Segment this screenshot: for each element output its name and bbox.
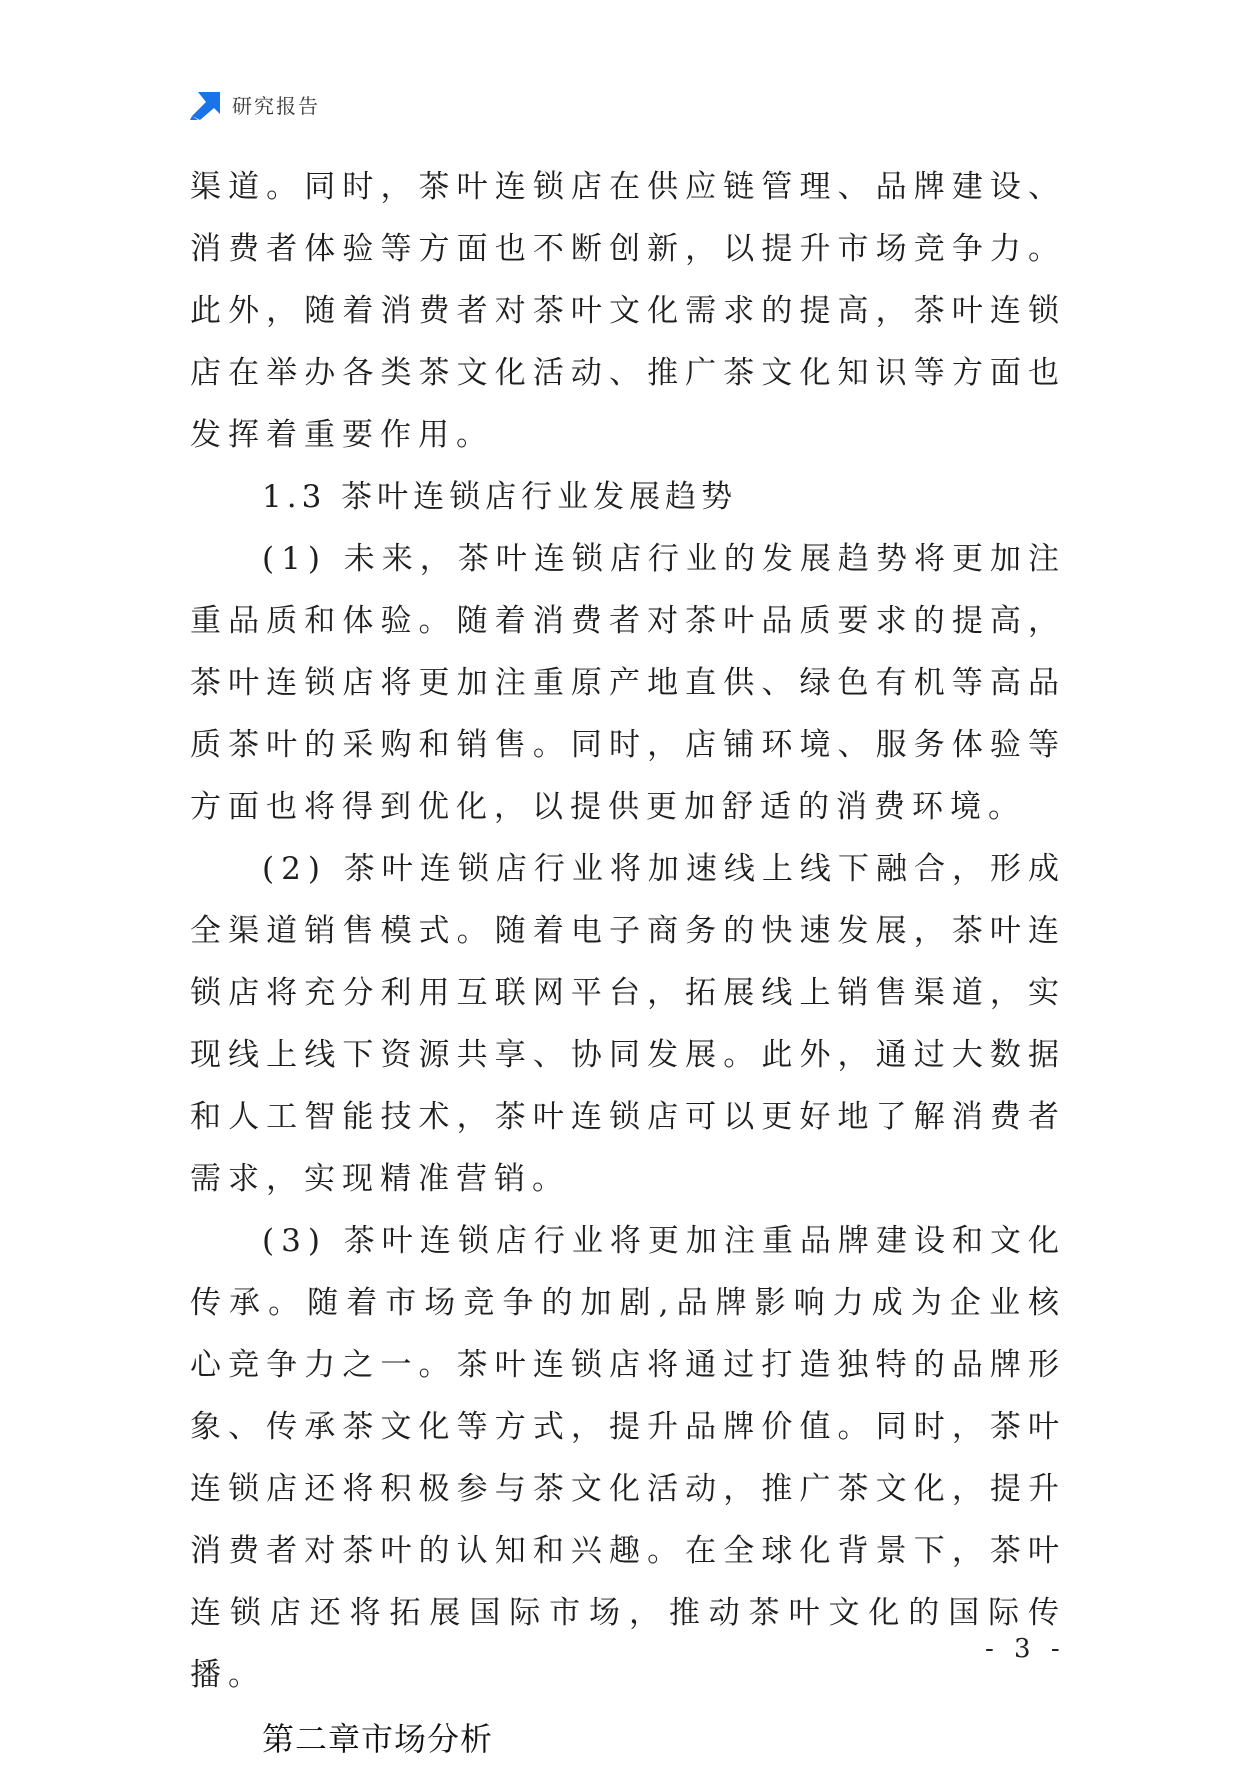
arrow-up-right-logo-icon [190, 88, 222, 120]
chapter-heading: 第二章市场分析 [262, 1720, 494, 1758]
page-number: - 3 - [985, 1634, 1066, 1664]
header-title: 研究报告 [232, 93, 320, 118]
paragraph-intro: 渠道。同时，茶叶连锁店在供应链管理、品牌建设、消费者体验等方面也不断创新，以提升市场竞争力。此外，随着消费者对茶叶文化需求的提高，茶叶连锁店在举办各类茶文化活动、推广茶文化知识等方面也发挥着重要作用。 [190, 169, 1066, 453]
section-heading: 1.3 茶叶连锁店行业发展趋势 [262, 479, 738, 515]
report-header [190, 88, 320, 120]
document-body [190, 156, 1066, 1772]
paragraph-trend-1: (1) 未来，茶叶连锁店行业的发展趋势将更加注重品质和体验。随着消费者对茶叶品质要求的提高，茶叶连锁店将更加注重原产地直供、绿色有机等高品质茶叶的采购和销售。同时，店铺环境、服务体验等方面也将得到优化，以提供更加舒适的消费环境。 [190, 541, 1066, 825]
paragraph-trend-3: (3) 茶叶连锁店行业将更加注重品牌建设和文化传承。随着市场竞争的加剧,品牌影响力成为企业核心竞争力之一。茶叶连锁店将通过打造独特的品牌形象、传承茶文化等方式，提升品牌价值。同时，茶叶连锁店还将积极参与茶文化活动，推广茶文化，提升消费者对茶叶的认知和兴趣。在全球化背景下，茶叶连锁店还将拓展国际市场，推动茶叶文化的国际传播。 [190, 1223, 1066, 1693]
paragraph-trend-2: (2) 茶叶连锁店行业将加速线上线下融合，形成全渠道销售模式。随着电子商务的快速发展，茶叶连锁店将充分利用互联网平台，拓展线上销售渠道，实现线上线下资源共享、协同发展。此外，通过大数据和人工智能技术，茶叶连锁店可以更好地了解消费者需求，实现精准营销。 [190, 851, 1066, 1197]
